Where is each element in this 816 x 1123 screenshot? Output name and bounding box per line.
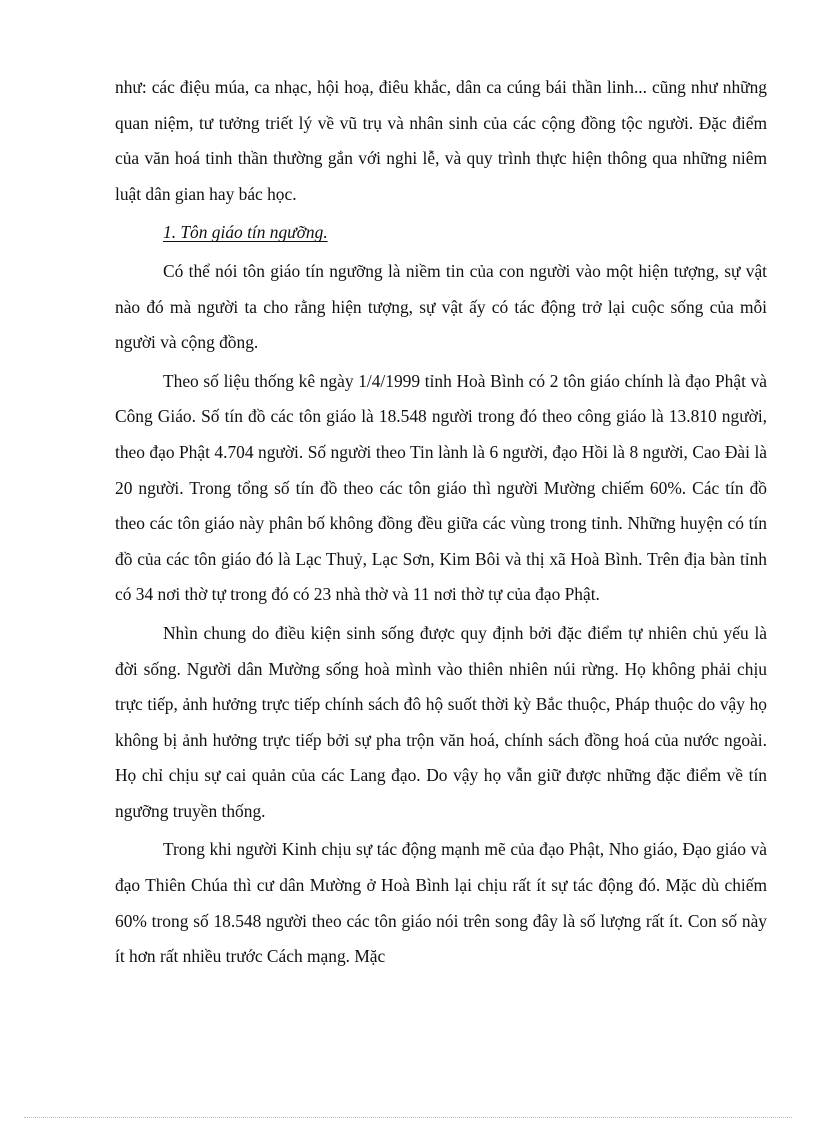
paragraph-continued: như: các điệu múa, ca nhạc, hội hoạ, điêu khắc, dân ca cúng bái thần linh... cũng như những quan niệm, tư tưởng triết lý về vũ trụ và nhân sinh của các cộng đồng tộc người. Đặc điểm của văn hoá tinh thần thường gắn với nghi lễ, và quy trình thực hiện thông qua những niêm luật dân gian hay bác học. [115,77,767,204]
section-heading: 1. Tôn giáo tín ngưỡng. [163,222,328,243]
paragraph-living-conditions: Nhìn chung do điều kiện sinh sống được quy định bởi đặc điểm tự nhiên chủ yếu là đời sống. Người dân Mường sống hoà mình vào thiên nhiên núi rừng. Họ không phải chịu trực tiếp, ảnh hưởng trực tiếp chính sách đô hộ suốt thời kỳ Bắc thuộc, Pháp thuộc do vậy họ không bị ảnh hưởng trực tiếp bởi sự pha trộn văn hoá, chính sách đồng hoá của nước ngoài. Họ chỉ chịu sự cai quản của các Lang đạo. Do vậy họ vẫn giữ được những đặc điểm về tín ngưỡng truyền thống. [115,622,767,821]
paragraph-influence: Trong khi người Kinh chịu sự tác động mạnh mẽ của đạo Phật, Nho giáo, Đạo giáo và đạo Thiên Chúa thì cư dân Mường ở Hoà Bình lại chịu rất ít sự tác động đó. Mặc dù chiếm 60% trong số 18.548 người theo các tôn giáo nói trên song đây là số lượng rất ít. Con số này ít hơn rất nhiều trước Cách mạng. Mặc [115,839,767,967]
page-bottom-divider [24,1117,792,1118]
paragraph-definition: Có thể nói tôn giáo tín ngưỡng là niềm tin của con người vào một hiện tượng, sự vật nào đó mà người ta cho rằng hiện tượng, sự vật ấy có tác động trở lại cuộc sống của mỗi người và cộng đồng. [115,260,767,353]
document-body [115,70,767,975]
paragraph-statistics: Theo số liệu thống kê ngày 1/4/1999 tỉnh Hoà Bình có 2 tôn giáo chính là đạo Phật và Công Giáo. Số tín đồ các tôn giáo là 18.548 người trong đó theo công giáo là 13.810 người, theo đạo Phật 4.704 người. Số người theo Tin lành là 6 người, đạo Hồi là 8 người, Cao Đài là 20 người. Trong tổng số tín đồ theo các tôn giáo thì người Mường chiếm 60%. Các tín đồ theo các tôn giáo này phân bố không đồng đều giữa các vùng trong tỉnh. Những huyện có tín đồ của các tôn giáo đó là Lạc Thuỷ, Lạc Sơn, Kim Bôi và thị xã Hoà Bình. Trên địa bàn tỉnh có 34 nơi thờ tự trong đó có 23 nhà thờ và 11 nơi thờ tự của đạo Phật. [115,370,767,605]
